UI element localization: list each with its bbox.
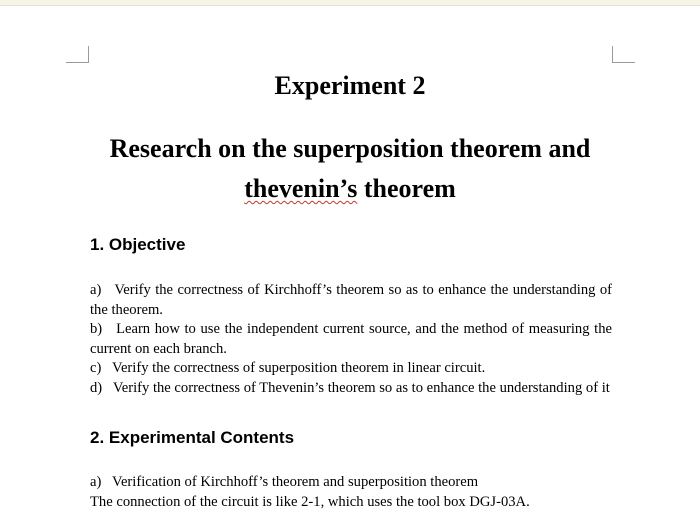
contents-paragraph: The connection of the circuit is like 2-1, which uses the tool box DGJ-03A. bbox=[90, 493, 530, 510]
title-line-2 bbox=[0, 169, 700, 209]
window-top-edge bbox=[0, 0, 700, 6]
objective-item: c) Verify the correctness of superposition theorem in linear circuit. bbox=[90, 360, 486, 376]
objective-item: d) Verify the correctness of Thevenin’s theorem so as to enhance the understanding of it bbox=[90, 379, 610, 396]
section-heading-contents: 2. Experimental Contents bbox=[90, 428, 295, 447]
page-margin-corner-right bbox=[612, 46, 635, 63]
contents-item: a) Verification of Kirchhoff’s theorem and superposition theorem bbox=[90, 474, 479, 490]
document-title bbox=[0, 129, 700, 209]
section-heading-objective: 1. Objective bbox=[90, 235, 186, 254]
objective-item: a) Verify the correctness of Kirchhoff’s theorem so as to enhance the understanding of the theorem. bbox=[90, 282, 612, 318]
title-line-1: Research on the superposition theorem and bbox=[109, 134, 591, 163]
contents-text bbox=[90, 473, 612, 512]
experiment-title: Experiment 2 bbox=[274, 71, 426, 100]
spellcheck-flagged-word[interactable]: thevenin’s bbox=[244, 174, 358, 203]
objective-list bbox=[90, 281, 612, 398]
objective-item: b) Learn how to use the independent current source, and the method of measuring the current on each branch. bbox=[90, 321, 612, 357]
title-line-2-rest: theorem bbox=[357, 174, 456, 203]
page-margin-corner-left bbox=[66, 46, 89, 63]
